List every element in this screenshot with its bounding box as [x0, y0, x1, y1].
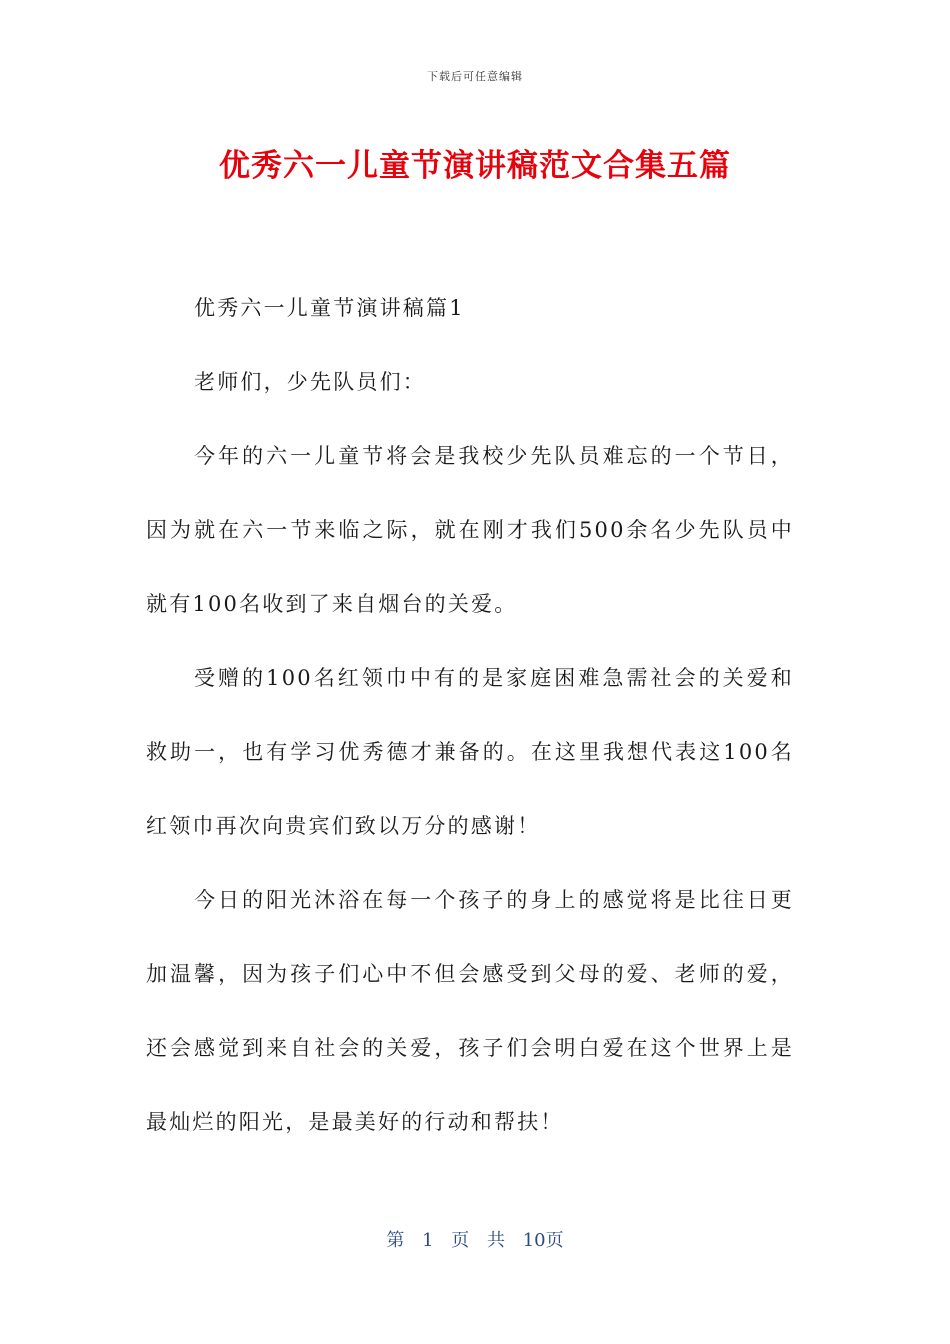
footer-page-word: 页 [451, 1230, 470, 1251]
page-footer [0, 1226, 950, 1252]
footer-current-page: 1 [422, 1230, 434, 1251]
footer-total-word: 共 [487, 1230, 505, 1251]
body-paragraph: 受赠的100名红领巾中有的是家庭困难急需社会的关爱和救助一，也有学习优秀德才兼备的。在这里我想代表这100名红领巾再次向贵宾们致以万分的感谢！ [146, 666, 794, 838]
document-title: 优秀六一儿童节演讲稿范文合集五篇 [219, 148, 731, 184]
header-note: 下载后可任意编辑 [427, 70, 523, 83]
section-heading: 优秀六一儿童节演讲稿篇1 [194, 296, 465, 320]
body-paragraph: 今日的阳光沐浴在每一个孩子的身上的感觉将是比往日更加温馨，因为孩子们心中不但会感受到父母的爱、老师的爱，还会感觉到来自社会的关爱，孩子们会明白爱在这个世界上是最灿烂的阳光，是最美好的行动和帮扶！ [146, 888, 794, 1134]
salutation: 老师们，少先队员们： [194, 370, 426, 394]
document-body [146, 271, 794, 1159]
footer-prefix: 第 [386, 1230, 405, 1251]
footer-total-pages: 10页 [522, 1230, 564, 1251]
body-paragraph: 今年的六一儿童节将会是我校少先队员难忘的一个节日，因为就在六一节来临之际，就在刚才我们500余名少先队员中就有100名收到了来自烟台的关爱。 [146, 444, 794, 616]
